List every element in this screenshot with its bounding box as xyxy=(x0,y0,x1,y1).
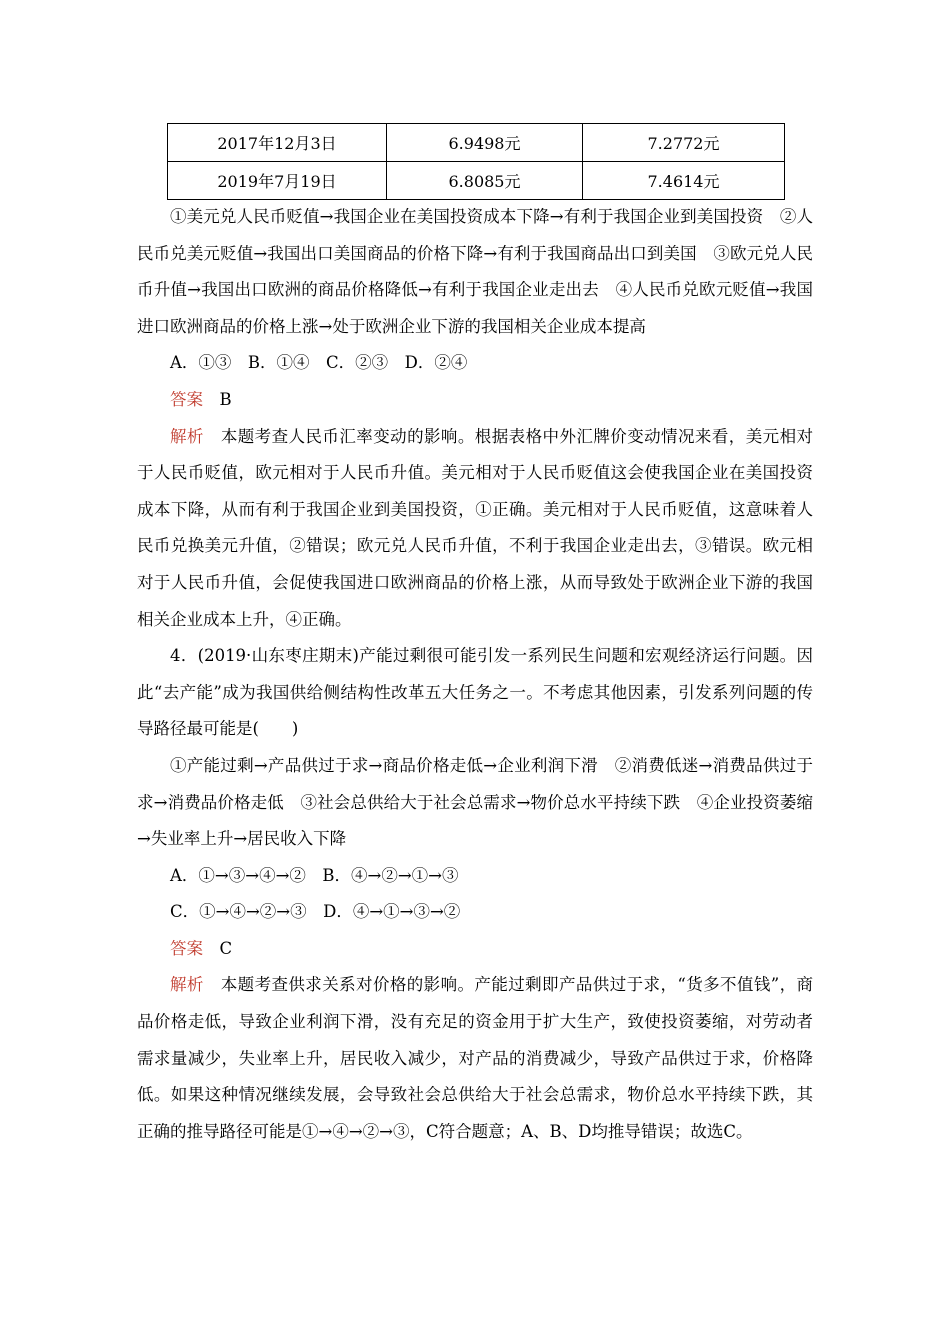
table-cell-date: 2017年12月3日 xyxy=(168,124,387,162)
table-cell-date: 2019年7月19日 xyxy=(168,162,387,200)
exchange-rate-table xyxy=(167,123,785,200)
table-cell-eur: 7.2772元 xyxy=(583,124,785,162)
analysis-text: 本题考查人民币汇率变动的影响。根据表格中外汇牌价变动情况来看，美元相对于人民币贬值，欧元相对于人民币升值。美元相对于人民币贬值这会使我国企业在美国投资成本下降，从而有利于我国企业到美国投资，①正确。美元相对于人民币贬值，这意味着人民币兑换美元升值，②错误；欧元兑人民币升值，不利于我国企业走出去，③错误。欧元相对于人民币升值，会促使我国进口欧洲商品的价格上涨，从而导致处于欧洲企业下游的我国相关企业成本上升，④正确。 xyxy=(137,426,814,629)
answer-value: C xyxy=(219,938,233,958)
q4-analysis xyxy=(137,967,813,1150)
q3-analysis xyxy=(137,419,813,639)
table-row xyxy=(168,162,785,200)
q3-statements: ①美元兑人民币贬值→我国企业在美国投资成本下降→有利于我国企业到美国投资 ②人民币兑美元贬值→我国出口美国商品的价格下降→有利于我国商品出口到美国 ③欧元兑人民币升值→我国出口欧洲的商品价格降低→有利于我国企业走出去 ④人民币兑欧元贬值→我国进口欧洲商品的价格上涨→处于欧洲企业下游的我国相关企业成本提高 xyxy=(137,207,813,336)
q4-answer xyxy=(137,931,813,968)
q4-options-line-1: A．①→③→④→② B．④→②→①→③ xyxy=(170,865,459,885)
q3-options: A．①③ B．①④ C．②③ D．②④ xyxy=(170,353,468,373)
answer-label: 答案 xyxy=(170,389,203,409)
document-body xyxy=(137,199,813,1150)
analysis-text: 本题考查供求关系对价格的影响。产能过剩即产品供过于求，“货多不值钱”，商品价格走低，导致企业利润下滑，没有充足的资金用于扩大生产，致使投资萎缩，对劳动者需求量减少，失业率上升，居民收入减少，对产品的消费减少，导致产品供过于求，价格降低。如果这种情况继续发展，会导致社会总供给大于社会总需求，物价总水平持续下跌，其正确的推导路径可能是①→④→②→③，C符合题意；A、B、D均推导错误；故选C。 xyxy=(137,975,814,1141)
table-cell-usd: 6.9498元 xyxy=(387,124,583,162)
q4-statements: ①产能过剩→产品供过于求→商品价格走低→企业利润下滑 ②消费低迷→消费品供过于求→消费品价格走低 ③社会总供给大于社会总需求→物价总水平持续下跌 ④企业投资萎缩→失业率上升→居民收入下降 xyxy=(137,755,813,849)
answer-value: B xyxy=(219,389,232,409)
q4-options-line-2: C．①→④→②→③ D．④→①→③→② xyxy=(170,902,461,922)
q3-answer xyxy=(137,382,813,419)
table-row xyxy=(168,124,785,162)
analysis-label: 解析 xyxy=(170,975,204,995)
table-cell-eur: 7.4614元 xyxy=(583,162,785,200)
answer-label: 答案 xyxy=(170,938,203,958)
analysis-label: 解析 xyxy=(170,426,204,446)
q4-stem: 4．(2019·山东枣庄期末)产能过剩很可能引发一系列民生问题和宏观经济运行问题。因此“去产能”成为我国供给侧结构性改革五大任务之一。不考虑其他因素，引发系列问题的传导路径最可能是( ) xyxy=(137,646,813,739)
table-cell-usd: 6.8085元 xyxy=(387,162,583,200)
